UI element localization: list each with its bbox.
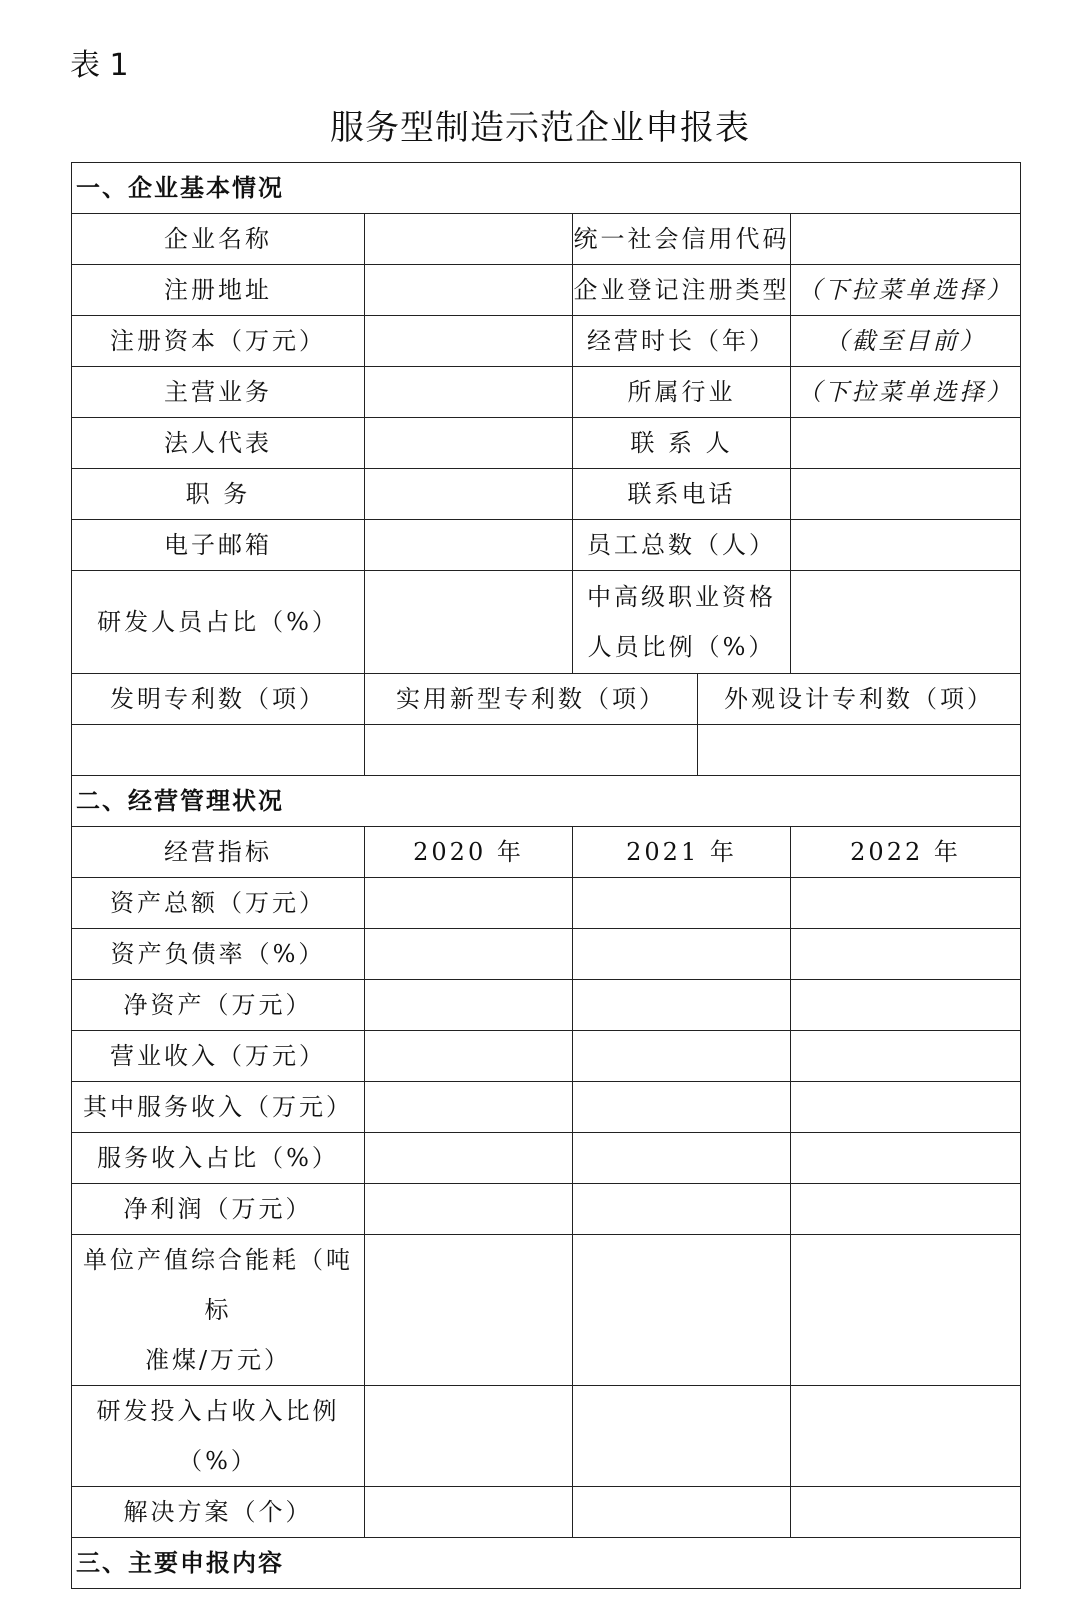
metric-cell-2022[interactable] bbox=[791, 1487, 1021, 1538]
metric-row bbox=[72, 878, 1021, 929]
table-number-label: 表 1 bbox=[70, 48, 129, 83]
main-business-label: 主营业务 bbox=[72, 367, 365, 418]
contact-person-field[interactable] bbox=[791, 418, 1021, 469]
metric-cell-2021[interactable] bbox=[573, 980, 791, 1031]
net-assets-label: 净资产（万元） bbox=[72, 980, 365, 1031]
registered-address-field[interactable] bbox=[365, 265, 573, 316]
metric-row bbox=[72, 929, 1021, 980]
patent-values-row bbox=[72, 725, 1021, 776]
service-revenue-ratio-label: 服务收入占比（%） bbox=[72, 1133, 365, 1184]
industry-label: 所属行业 bbox=[573, 367, 791, 418]
contact-phone-label: 联系电话 bbox=[573, 469, 791, 520]
metric-cell-2022[interactable] bbox=[791, 929, 1021, 980]
metric-cell-2021[interactable] bbox=[573, 929, 791, 980]
metric-cell-2020[interactable] bbox=[365, 1184, 573, 1235]
metric-cell-2022[interactable] bbox=[791, 1386, 1021, 1487]
position-label: 职 务 bbox=[72, 469, 365, 520]
metric-cell-2022[interactable] bbox=[791, 1031, 1021, 1082]
design-patents-field[interactable] bbox=[698, 725, 1021, 776]
metric-row bbox=[72, 1184, 1021, 1235]
year-2022-header: 2022 年 bbox=[791, 827, 1021, 878]
metric-cell-2022[interactable] bbox=[791, 1082, 1021, 1133]
metric-cell-2022[interactable] bbox=[791, 1184, 1021, 1235]
invention-patents-field[interactable] bbox=[72, 725, 365, 776]
credit-code-label: 统一社会信用代码 bbox=[573, 214, 791, 265]
senior-qualification-ratio-label bbox=[573, 571, 791, 674]
email-label: 电子邮箱 bbox=[72, 520, 365, 571]
metric-cell-2020[interactable] bbox=[365, 1133, 573, 1184]
credit-code-field[interactable] bbox=[791, 214, 1021, 265]
metric-row bbox=[72, 980, 1021, 1031]
net-profit-label: 净利润（万元） bbox=[72, 1184, 365, 1235]
metric-cell-2022[interactable] bbox=[791, 980, 1021, 1031]
operating-years-field[interactable]: （截至目前） bbox=[791, 316, 1021, 367]
section2-title: 二、经营管理状况 bbox=[72, 776, 1021, 827]
form-row bbox=[72, 214, 1021, 265]
section-header-row bbox=[72, 776, 1021, 827]
metric-row bbox=[72, 1082, 1021, 1133]
application-form-table bbox=[71, 162, 1021, 1589]
form-row bbox=[72, 469, 1021, 520]
metric-cell-2021[interactable] bbox=[573, 1133, 791, 1184]
metric-cell-2022[interactable] bbox=[791, 1235, 1021, 1386]
metric-row bbox=[72, 1031, 1021, 1082]
legal-representative-field[interactable] bbox=[365, 418, 573, 469]
registered-capital-label: 注册资本（万元） bbox=[72, 316, 365, 367]
metric-cell-2020[interactable] bbox=[365, 1386, 573, 1487]
metric-row bbox=[72, 1133, 1021, 1184]
energy-consumption-label bbox=[72, 1235, 365, 1386]
metric-cell-2020[interactable] bbox=[365, 1487, 573, 1538]
position-field[interactable] bbox=[365, 469, 573, 520]
metric-cell-2022[interactable] bbox=[791, 1133, 1021, 1184]
registered-capital-field[interactable] bbox=[365, 316, 573, 367]
registered-address-label: 注册地址 bbox=[72, 265, 365, 316]
section3-title: 三、主要申报内容 bbox=[72, 1538, 1021, 1589]
section1-title: 一、企业基本情况 bbox=[72, 163, 1021, 214]
industry-dropdown[interactable]: （下拉菜单选择） bbox=[791, 367, 1021, 418]
service-revenue-label: 其中服务收入（万元） bbox=[72, 1082, 365, 1133]
metrics-header-row bbox=[72, 827, 1021, 878]
metric-cell-2021[interactable] bbox=[573, 1487, 791, 1538]
section-header-row bbox=[72, 1538, 1021, 1589]
section-header-row bbox=[72, 163, 1021, 214]
metric-cell-2021[interactable] bbox=[573, 1235, 791, 1386]
form-row bbox=[72, 316, 1021, 367]
total-assets-label: 资产总额（万元） bbox=[72, 878, 365, 929]
form-row bbox=[72, 520, 1021, 571]
company-name-label: 企业名称 bbox=[72, 214, 365, 265]
senior-ratio-label-line1: 中高级职业资格 bbox=[587, 583, 776, 611]
company-name-field[interactable] bbox=[365, 214, 573, 265]
year-2021-header: 2021 年 bbox=[573, 827, 791, 878]
rd-investment-ratio-label: 研发投入占收入比例（%） bbox=[72, 1386, 365, 1487]
utility-patents-field[interactable] bbox=[365, 725, 698, 776]
invention-patents-label: 发明专利数（项） bbox=[72, 674, 365, 725]
metric-cell-2020[interactable] bbox=[365, 1082, 573, 1133]
form-row bbox=[72, 367, 1021, 418]
metric-cell-2021[interactable] bbox=[573, 1031, 791, 1082]
debt-ratio-label: 资产负债率（%） bbox=[72, 929, 365, 980]
email-field[interactable] bbox=[365, 520, 573, 571]
metric-row bbox=[72, 1487, 1021, 1538]
form-row bbox=[72, 265, 1021, 316]
metric-cell-2020[interactable] bbox=[365, 1235, 573, 1386]
year-2020-header: 2020 年 bbox=[365, 827, 573, 878]
utility-patents-label: 实用新型专利数（项） bbox=[365, 674, 698, 725]
metric-cell-2020[interactable] bbox=[365, 1031, 573, 1082]
metric-cell-2021[interactable] bbox=[573, 1082, 791, 1133]
document-title: 服务型制造示范企业申报表 bbox=[330, 108, 750, 148]
operating-years-label: 经营时长（年） bbox=[573, 316, 791, 367]
metric-cell-2022[interactable] bbox=[791, 878, 1021, 929]
employee-count-field[interactable] bbox=[791, 520, 1021, 571]
metric-cell-2021[interactable] bbox=[573, 878, 791, 929]
form-row bbox=[72, 571, 1021, 674]
contact-phone-field[interactable] bbox=[791, 469, 1021, 520]
registration-type-dropdown[interactable]: （下拉菜单选择） bbox=[791, 265, 1021, 316]
legal-representative-label: 法人代表 bbox=[72, 418, 365, 469]
rd-staff-ratio-field[interactable] bbox=[365, 571, 573, 674]
registration-type-label: 企业登记注册类型 bbox=[573, 265, 791, 316]
metric-cell-2020[interactable] bbox=[365, 980, 573, 1031]
patent-header-row bbox=[72, 674, 1021, 725]
metric-cell-2021[interactable] bbox=[573, 1184, 791, 1235]
contact-person-label: 联 系 人 bbox=[573, 418, 791, 469]
senior-qualification-ratio-field[interactable] bbox=[791, 571, 1021, 674]
main-business-field[interactable] bbox=[365, 367, 573, 418]
energy-label-line2: 准煤/万元） bbox=[144, 1346, 292, 1374]
metric-column-header: 经营指标 bbox=[72, 827, 365, 878]
revenue-label: 营业收入（万元） bbox=[72, 1031, 365, 1082]
solutions-count-label: 解决方案（个） bbox=[72, 1487, 365, 1538]
senior-ratio-label-line2: 人员比例（%） bbox=[587, 633, 776, 661]
metric-row bbox=[72, 1235, 1021, 1386]
employee-count-label: 员工总数（人） bbox=[573, 520, 791, 571]
metric-row bbox=[72, 1386, 1021, 1487]
metric-cell-2020[interactable] bbox=[365, 929, 573, 980]
form-row bbox=[72, 418, 1021, 469]
metric-cell-2021[interactable] bbox=[573, 1386, 791, 1487]
rd-staff-ratio-label: 研发人员占比（%） bbox=[72, 571, 365, 674]
energy-label-line1: 单位产值综合能耗（吨标 bbox=[83, 1246, 353, 1324]
metric-cell-2020[interactable] bbox=[365, 878, 573, 929]
design-patents-label: 外观设计专利数（项） bbox=[698, 674, 1021, 725]
